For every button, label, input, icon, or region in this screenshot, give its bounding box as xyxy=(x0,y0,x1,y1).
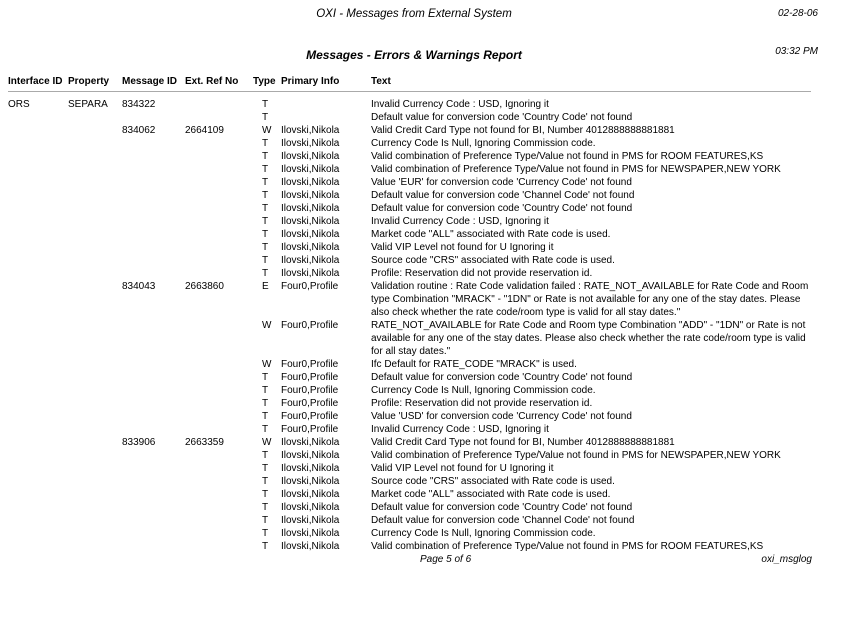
cell-property xyxy=(68,410,122,423)
cell-message-id xyxy=(122,410,185,423)
table-row xyxy=(8,436,811,449)
cell-primary-info: Four0,Profile xyxy=(281,398,339,409)
report-time: 03:32 PM xyxy=(775,46,818,57)
cell-property xyxy=(68,111,122,124)
cell-primary-info: Ilovski,Nikola xyxy=(281,216,340,227)
cell-ext-ref-no xyxy=(185,111,253,124)
cell-type: T xyxy=(262,450,269,461)
cell-ext-ref-no xyxy=(185,423,253,436)
cell-interface-id xyxy=(8,501,68,514)
cell-primary-info: Ilovski,Nikola xyxy=(281,190,340,201)
table-row xyxy=(8,358,811,371)
cell-message-id xyxy=(122,358,185,371)
cell-interface-id xyxy=(8,462,68,475)
cell-type: T xyxy=(262,463,269,474)
cell-ext-ref-no xyxy=(185,371,253,384)
cell-message-id: 834043 xyxy=(122,281,156,292)
cell-property xyxy=(68,475,122,488)
cell-interface-id xyxy=(8,540,68,553)
cell-property xyxy=(68,280,122,319)
table-row xyxy=(8,410,811,423)
cell-message-id xyxy=(122,137,185,150)
cell-ext-ref-no xyxy=(185,189,253,202)
cell-type: T xyxy=(262,177,269,188)
cell-interface-id xyxy=(8,384,68,397)
cell-interface-id xyxy=(8,423,68,436)
cell-message-id: 834322 xyxy=(122,99,156,110)
cell-type: W xyxy=(262,437,272,448)
cell-text: Valid combination of Preference Type/Value not found in PMS for NEWSPAPER,NEW YORK xyxy=(371,164,781,175)
cell-message-id xyxy=(122,488,185,501)
cell-text: Valid Credit Card Type not found for BI, Number 4012888888881881 xyxy=(371,125,675,136)
cell-text: Market code "ALL" associated with Rate code is used. xyxy=(371,229,611,240)
table-row xyxy=(8,475,811,488)
cell-property xyxy=(68,371,122,384)
table-row xyxy=(8,111,811,124)
cell-type: T xyxy=(262,190,269,201)
cell-ext-ref-no xyxy=(185,92,253,112)
cell-message-id xyxy=(122,176,185,189)
cell-text: Market code "ALL" associated with Rate code is used. xyxy=(371,489,611,500)
cell-interface-id xyxy=(8,111,68,124)
cell-interface-id xyxy=(8,124,68,137)
cell-text: Validation routine : Rate Code validation failed : RATE_NOT_AVAILABLE for Rate Code and Room type Combination "MRACK" - "1DN" or Rate is not available for any one of the stay dates. Please also check whether the rate code/room type is valid for all stay dates." xyxy=(371,281,809,318)
cell-primary-info: Four0,Profile xyxy=(281,320,339,331)
cell-property xyxy=(68,215,122,228)
cell-type: T xyxy=(262,515,269,526)
cell-primary-info: Ilovski,Nikola xyxy=(281,489,340,500)
cell-ext-ref-no xyxy=(185,358,253,371)
report-id: oxi_msglog xyxy=(761,554,812,565)
cell-property xyxy=(68,358,122,371)
cell-ext-ref-no xyxy=(185,462,253,475)
table-row xyxy=(8,449,811,462)
cell-interface-id xyxy=(8,371,68,384)
table-row xyxy=(8,501,811,514)
cell-ext-ref-no xyxy=(185,540,253,553)
header-row xyxy=(8,76,811,92)
cell-text: Valid VIP Level not found for U Ignoring it xyxy=(371,463,554,474)
cell-message-id: 834062 xyxy=(122,125,156,136)
cell-text: Valid combination of Preference Type/Value not found in PMS for NEWSPAPER,NEW YORK xyxy=(371,450,781,461)
cell-message-id xyxy=(122,228,185,241)
cell-text: Profile: Reservation did not provide reservation id. xyxy=(371,268,593,279)
cell-primary-info: Ilovski,Nikola xyxy=(281,268,340,279)
cell-message-id xyxy=(122,267,185,280)
cell-text: Invalid Currency Code : USD, Ignoring it xyxy=(371,216,549,227)
table-row xyxy=(8,189,811,202)
cell-interface-id xyxy=(8,202,68,215)
cell-property xyxy=(68,241,122,254)
cell-primary-info: Ilovski,Nikola xyxy=(281,164,340,175)
cell-primary-info: Ilovski,Nikola xyxy=(281,125,340,136)
cell-primary-info: Ilovski,Nikola xyxy=(281,476,340,487)
cell-ext-ref-no xyxy=(185,215,253,228)
cell-type: T xyxy=(262,476,269,487)
cell-property xyxy=(68,176,122,189)
table-row xyxy=(8,215,811,228)
cell-text: Source code "CRS" associated with Rate code is used. xyxy=(371,476,615,487)
cell-primary-info: Ilovski,Nikola xyxy=(281,203,340,214)
cell-property xyxy=(68,449,122,462)
cell-interface-id xyxy=(8,150,68,163)
cell-interface-id xyxy=(8,449,68,462)
cell-text: Value 'EUR' for conversion code 'Currency Code' not found xyxy=(371,177,632,188)
cell-primary-info: Ilovski,Nikola xyxy=(281,437,340,448)
cell-interface-id xyxy=(8,163,68,176)
cell-text: Profile: Reservation did not provide reservation id. xyxy=(371,398,593,409)
column-header-ext-ref-no: Ext. Ref No xyxy=(185,76,253,92)
cell-type: T xyxy=(262,541,269,552)
table-body xyxy=(8,92,811,554)
cell-ext-ref-no xyxy=(185,384,253,397)
cell-text: Valid Credit Card Type not found for BI, Number 4012888888881881 xyxy=(371,437,675,448)
cell-interface-id xyxy=(8,436,68,449)
cell-primary-info: Ilovski,Nikola xyxy=(281,177,340,188)
table-row xyxy=(8,176,811,189)
cell-type: W xyxy=(262,320,272,331)
cell-interface-id xyxy=(8,228,68,241)
table-row xyxy=(8,423,811,436)
cell-property xyxy=(68,384,122,397)
cell-message-id xyxy=(122,371,185,384)
cell-primary-info: Ilovski,Nikola xyxy=(281,528,340,539)
table-row xyxy=(8,137,811,150)
cell-property xyxy=(68,488,122,501)
cell-text: Default value for conversion code 'Country Code' not found xyxy=(371,112,633,123)
table-row xyxy=(8,488,811,501)
cell-interface-id xyxy=(8,410,68,423)
table-row xyxy=(8,319,811,358)
cell-type: T xyxy=(262,164,269,175)
cell-primary-info: Four0,Profile xyxy=(281,385,339,396)
cell-primary-info: Ilovski,Nikola xyxy=(281,229,340,240)
cell-type: T xyxy=(262,229,269,240)
cell-message-id xyxy=(122,397,185,410)
page-title: OXI - Messages from External System xyxy=(316,8,512,20)
table-row xyxy=(8,228,811,241)
cell-property xyxy=(68,150,122,163)
table-header xyxy=(8,76,811,92)
cell-text: Invalid Currency Code : USD, Ignoring it xyxy=(371,99,549,110)
cell-message-id xyxy=(122,111,185,124)
cell-message-id xyxy=(122,527,185,540)
cell-primary-info: Four0,Profile xyxy=(281,411,339,422)
cell-primary-info: Ilovski,Nikola xyxy=(281,255,340,266)
report-title: Messages - Errors & Warnings Report xyxy=(306,48,522,62)
cell-ext-ref-no xyxy=(185,137,253,150)
cell-ext-ref-no xyxy=(185,150,253,163)
cell-ext-ref-no xyxy=(185,488,253,501)
cell-type: T xyxy=(262,398,269,409)
cell-property xyxy=(68,514,122,527)
cell-message-id xyxy=(122,254,185,267)
cell-property xyxy=(68,462,122,475)
cell-type: T xyxy=(262,489,269,500)
cell-interface-id xyxy=(8,358,68,371)
table-row xyxy=(8,280,811,319)
cell-primary-info: Ilovski,Nikola xyxy=(281,541,340,552)
cell-type: T xyxy=(262,502,269,513)
cell-text: Default value for conversion code 'Country Code' not found xyxy=(371,502,633,513)
cell-ext-ref-no: 2663359 xyxy=(185,437,224,448)
cell-property xyxy=(68,163,122,176)
cell-interface-id xyxy=(8,514,68,527)
cell-message-id xyxy=(122,384,185,397)
table-row xyxy=(8,163,811,176)
cell-message-id xyxy=(122,423,185,436)
cell-text: Default value for conversion code 'Channel Code' not found xyxy=(371,190,635,201)
cell-message-id xyxy=(122,241,185,254)
cell-text: Currency Code Is Null, Ignoring Commission code. xyxy=(371,138,596,149)
cell-message-id xyxy=(122,202,185,215)
table-row xyxy=(8,540,811,553)
table-row xyxy=(8,92,811,112)
table-row xyxy=(8,267,811,280)
cell-text: Default value for conversion code 'Country Code' not found xyxy=(371,372,633,383)
cell-ext-ref-no xyxy=(185,254,253,267)
cell-interface-id xyxy=(8,319,68,358)
cell-ext-ref-no xyxy=(185,163,253,176)
cell-primary-info: Ilovski,Nikola xyxy=(281,502,340,513)
column-header-primary-info: Primary Info xyxy=(281,76,371,92)
cell-property xyxy=(68,423,122,436)
cell-type: T xyxy=(262,528,269,539)
cell-type: T xyxy=(262,372,269,383)
cell-ext-ref-no xyxy=(185,501,253,514)
cell-message-id xyxy=(122,319,185,358)
cell-interface-id xyxy=(8,241,68,254)
cell-ext-ref-no xyxy=(185,527,253,540)
cell-interface-id xyxy=(8,189,68,202)
cell-primary-info: Four0,Profile xyxy=(281,359,339,370)
cell-type: T xyxy=(262,255,269,266)
cell-ext-ref-no: 2663860 xyxy=(185,281,224,292)
table-row xyxy=(8,527,811,540)
cell-property: SEPARA xyxy=(68,99,108,110)
column-header-type: Type xyxy=(253,76,281,92)
cell-type: T xyxy=(262,424,269,435)
cell-type: T xyxy=(262,99,269,110)
cell-type: T xyxy=(262,216,269,227)
cell-primary-info: Ilovski,Nikola xyxy=(281,450,340,461)
cell-type: E xyxy=(262,281,269,292)
column-header-text: Text xyxy=(371,76,811,92)
cell-interface-id xyxy=(8,176,68,189)
cell-primary-info: Ilovski,Nikola xyxy=(281,463,340,474)
cell-interface-id xyxy=(8,254,68,267)
cell-property xyxy=(68,267,122,280)
cell-ext-ref-no xyxy=(185,410,253,423)
cell-property xyxy=(68,501,122,514)
cell-message-id xyxy=(122,462,185,475)
cell-primary-info: Ilovski,Nikola xyxy=(281,151,340,162)
cell-property xyxy=(68,124,122,137)
cell-text: RATE_NOT_AVAILABLE for Rate Code and Room type Combination "ADD" - "1DN" or Rate is not available for any one of the stay dates. Please also check whether the rate code/room type is valid for all stay dates." xyxy=(371,320,806,357)
cell-text: Currency Code Is Null, Ignoring Commission code. xyxy=(371,528,596,539)
cell-message-id xyxy=(122,150,185,163)
cell-type: T xyxy=(262,385,269,396)
table-row xyxy=(8,124,811,137)
cell-text: Invalid Currency Code : USD, Ignoring it xyxy=(371,424,549,435)
cell-ext-ref-no xyxy=(185,176,253,189)
cell-property xyxy=(68,436,122,449)
table-row xyxy=(8,462,811,475)
cell-type: T xyxy=(262,268,269,279)
table-row xyxy=(8,241,811,254)
cell-text: Currency Code Is Null, Ignoring Commission code. xyxy=(371,385,596,396)
cell-primary-info: Ilovski,Nikola xyxy=(281,242,340,253)
cell-interface-id xyxy=(8,215,68,228)
cell-property xyxy=(68,319,122,358)
cell-text: Default value for conversion code 'Channel Code' not found xyxy=(371,515,635,526)
cell-property xyxy=(68,189,122,202)
cell-ext-ref-no xyxy=(185,319,253,358)
cell-ext-ref-no xyxy=(185,397,253,410)
cell-type: T xyxy=(262,242,269,253)
cell-type: W xyxy=(262,359,272,370)
cell-interface-id xyxy=(8,397,68,410)
cell-property xyxy=(68,137,122,150)
cell-message-id xyxy=(122,449,185,462)
cell-primary-info: Ilovski,Nikola xyxy=(281,138,340,149)
cell-ext-ref-no: 2664109 xyxy=(185,125,224,136)
cell-property xyxy=(68,254,122,267)
cell-message-id xyxy=(122,215,185,228)
cell-text: Valid combination of Preference Type/Value not found in PMS for ROOM FEATURES,KS xyxy=(371,541,764,552)
cell-message-id xyxy=(122,514,185,527)
cell-property xyxy=(68,202,122,215)
cell-property xyxy=(68,540,122,553)
cell-primary-info: Four0,Profile xyxy=(281,281,339,292)
cell-ext-ref-no xyxy=(185,202,253,215)
cell-primary-info: Ilovski,Nikola xyxy=(281,515,340,526)
column-header-message-id: Message ID xyxy=(122,76,185,92)
cell-primary-info: Four0,Profile xyxy=(281,424,339,435)
cell-type: T xyxy=(262,411,269,422)
table-row xyxy=(8,150,811,163)
cell-text: Ifc Default for RATE_CODE "MRACK" is used. xyxy=(371,359,577,370)
cell-ext-ref-no xyxy=(185,514,253,527)
table-row xyxy=(8,254,811,267)
cell-text: Source code "CRS" associated with Rate code is used. xyxy=(371,255,615,266)
cell-property xyxy=(68,228,122,241)
cell-interface-id: ORS xyxy=(8,99,30,110)
cell-ext-ref-no xyxy=(185,267,253,280)
cell-text: Valid VIP Level not found for U Ignoring it xyxy=(371,242,554,253)
cell-message-id xyxy=(122,501,185,514)
cell-primary-info: Four0,Profile xyxy=(281,372,339,383)
cell-primary-info xyxy=(281,92,371,112)
cell-interface-id xyxy=(8,488,68,501)
report-date: 02-28-06 xyxy=(777,8,818,19)
cell-message-id xyxy=(122,163,185,176)
cell-type: T xyxy=(262,151,269,162)
cell-type: T xyxy=(262,112,269,123)
cell-type: T xyxy=(262,203,269,214)
cell-interface-id xyxy=(8,267,68,280)
cell-interface-id xyxy=(8,137,68,150)
messages-table xyxy=(8,76,811,553)
cell-ext-ref-no xyxy=(185,228,253,241)
cell-interface-id xyxy=(8,475,68,488)
cell-ext-ref-no xyxy=(185,241,253,254)
table-row xyxy=(8,514,811,527)
cell-message-id xyxy=(122,540,185,553)
cell-message-id xyxy=(122,475,185,488)
cell-interface-id xyxy=(8,280,68,319)
table-row xyxy=(8,384,811,397)
column-header-property: Property xyxy=(68,76,122,92)
cell-type: W xyxy=(262,125,272,136)
cell-text: Value 'USD' for conversion code 'Currency Code' not found xyxy=(371,411,632,422)
page-number: Page 5 of 6 xyxy=(420,554,472,565)
cell-primary-info xyxy=(281,111,371,124)
cell-property xyxy=(68,397,122,410)
cell-message-id: 833906 xyxy=(122,437,156,448)
table-row xyxy=(8,202,811,215)
cell-ext-ref-no xyxy=(185,449,253,462)
cell-property xyxy=(68,527,122,540)
cell-text: Valid combination of Preference Type/Value not found in PMS for ROOM FEATURES,KS xyxy=(371,151,764,162)
cell-text: Default value for conversion code 'Country Code' not found xyxy=(371,203,633,214)
cell-message-id xyxy=(122,189,185,202)
table-row xyxy=(8,371,811,384)
cell-type: T xyxy=(262,138,269,149)
cell-ext-ref-no xyxy=(185,475,253,488)
column-header-interface-id: Interface ID xyxy=(8,76,68,92)
cell-interface-id xyxy=(8,527,68,540)
table-row xyxy=(8,397,811,410)
